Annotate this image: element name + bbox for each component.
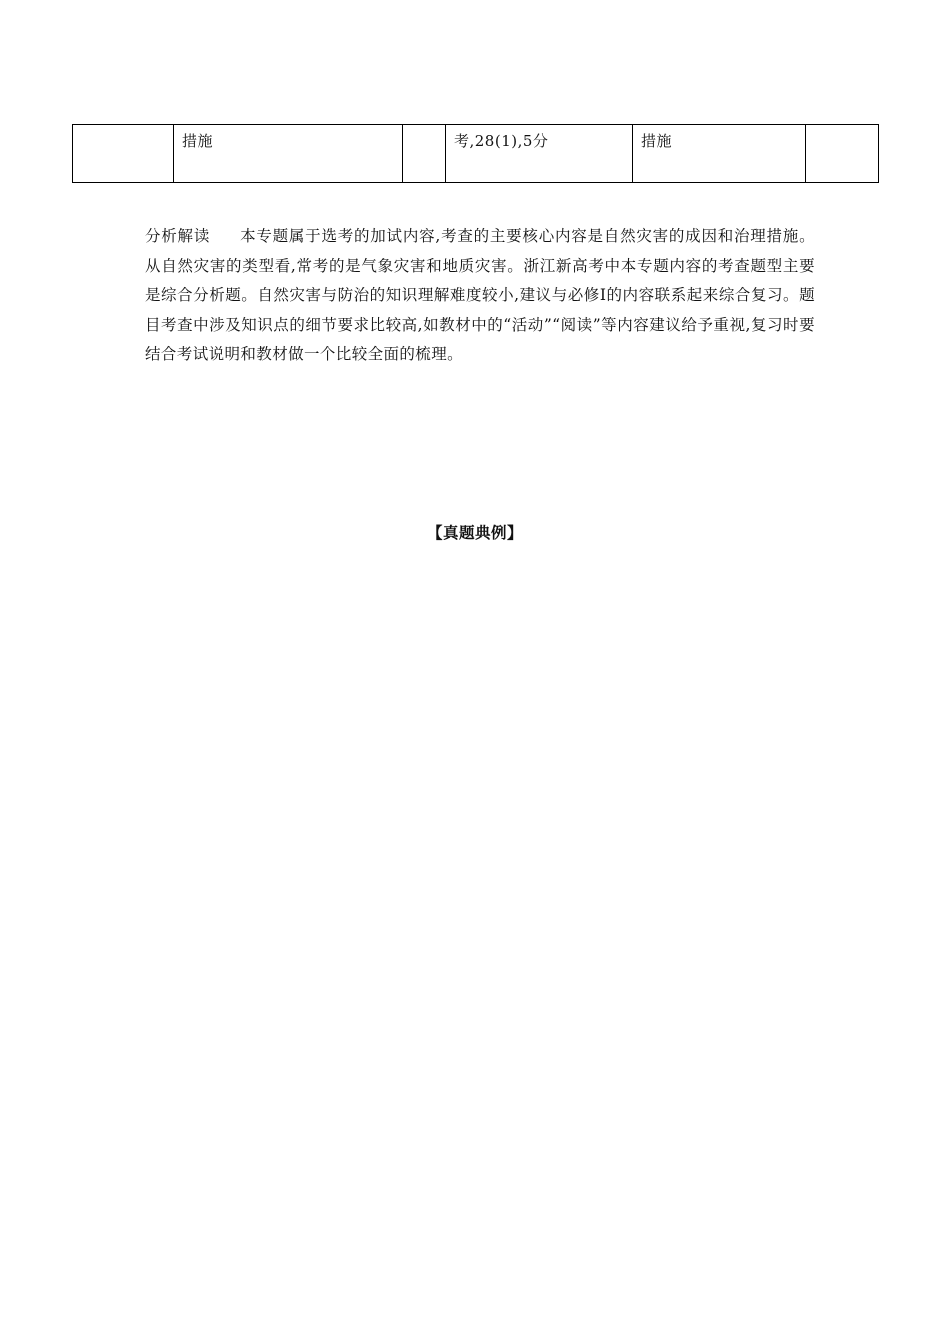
- analysis-label: 分析解读: [145, 227, 211, 245]
- table-cell: [806, 125, 879, 183]
- table-cell: [403, 125, 446, 183]
- exam-analysis-table: [72, 124, 879, 183]
- section-heading: 【真题典例】: [426, 524, 523, 542]
- table-cell: [73, 125, 174, 183]
- table-row: [73, 125, 879, 183]
- analysis-paragraph: [145, 222, 815, 370]
- analysis-text: 本专题属于选考的加试内容,考查的主要核心内容是自然灾害的成因和治理措施。从自然灾害的类型看,常考的是气象灾害和地质灾害。浙江新高考中本专题内容的考查题型主要是综合分析题。自然灾害与防治的知识理解难度较小,建议与必修Ⅰ的内容联系起来综合复习。题目考查中涉及知识点的细节要求比较高,如教材中的“活动”“阅读”等内容建议给予重视,复习时要结合考试说明和教材做一个比较全面的梳理。: [145, 227, 815, 363]
- table-cell: 措施: [174, 125, 403, 183]
- table-cell: 考,28(1),5分: [446, 125, 633, 183]
- table-cell: 措施: [633, 125, 806, 183]
